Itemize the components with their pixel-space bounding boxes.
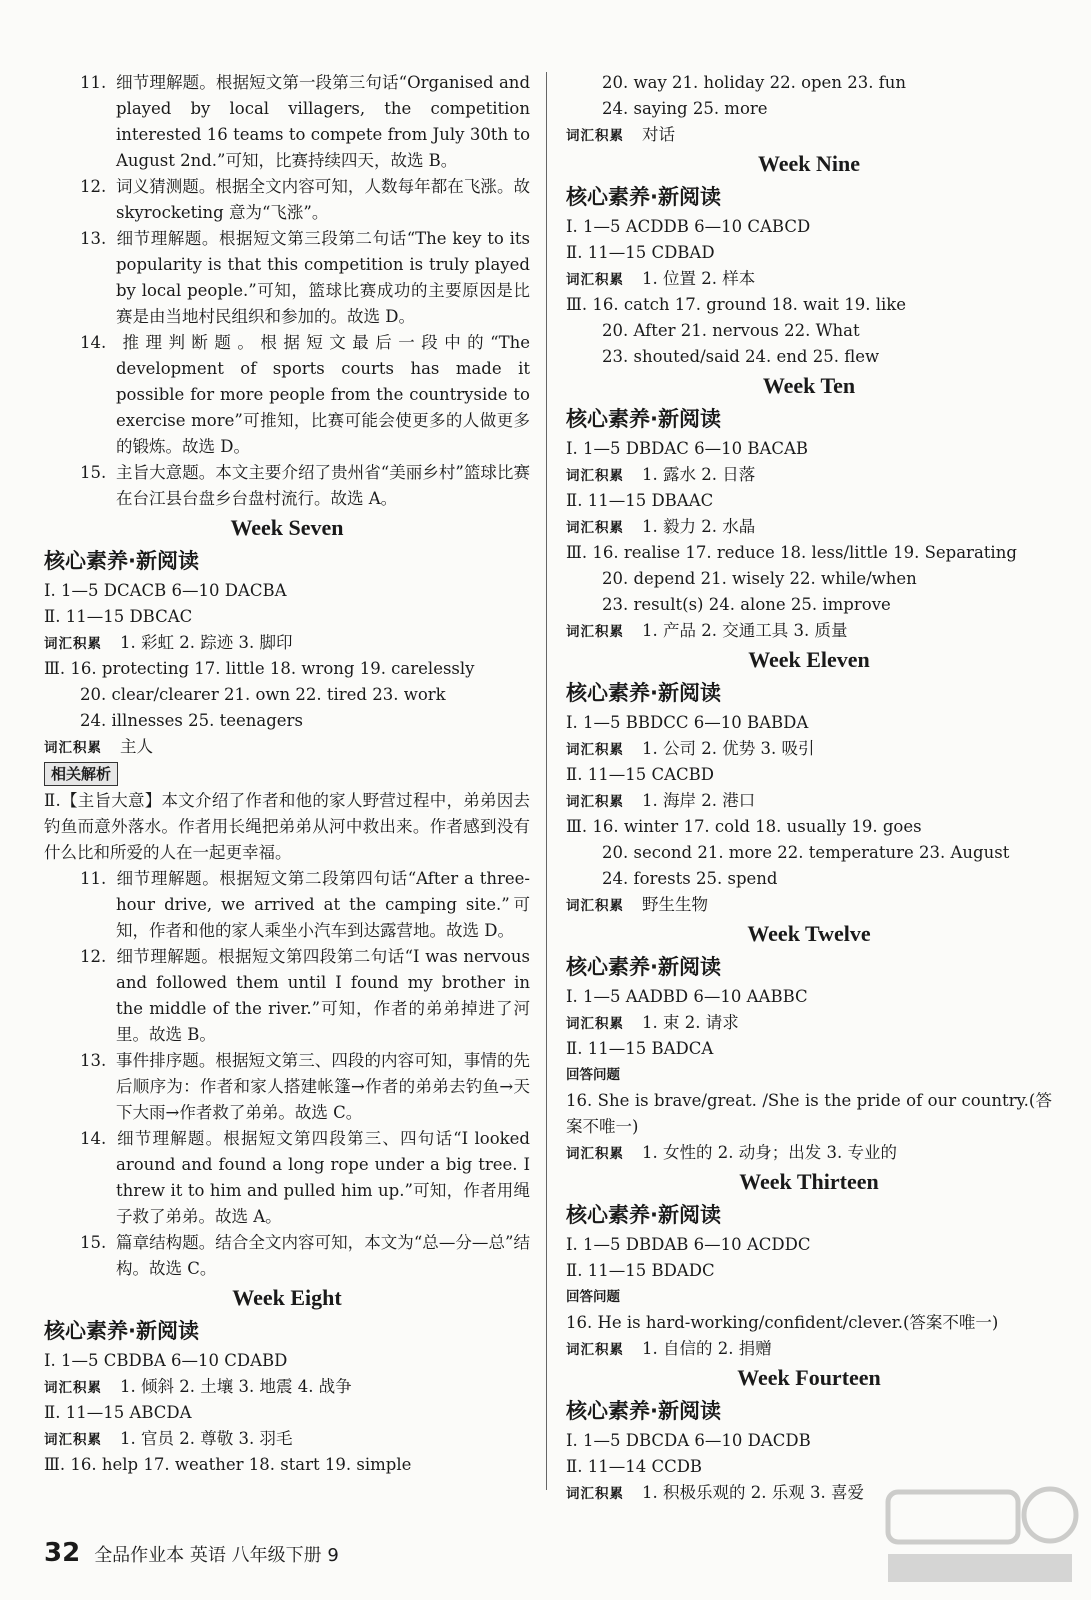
analysis-item xyxy=(44,330,530,460)
item-number: 12. xyxy=(80,177,107,196)
week-nine-title: Week Nine xyxy=(757,151,861,176)
vocab-label: 词汇积累 xyxy=(44,740,102,756)
vocab-label: 词汇积累 xyxy=(44,636,102,652)
answer-line: 20. second 21. more 22. temperature 23. August xyxy=(602,843,1010,862)
vocab-label: 词汇积累 xyxy=(566,898,624,914)
item-number: 14. xyxy=(80,333,107,352)
answer-line: Ⅰ. 1—5 DBDAB 6—10 ACDDC xyxy=(566,1235,811,1254)
answer-line: 20. way 21. holiday 22. open 23. fun xyxy=(602,73,907,92)
answer-line: Ⅲ. 16. catch 17. ground 18. wait 19. like xyxy=(566,295,907,314)
item-text: 主旨大意题。本文主要介绍了贵州省“美丽乡村”篮球比赛在台江县台盘乡台盘村流行。故选 A。 xyxy=(116,463,530,508)
item-text: 事件排序题。根据短文第三、四段的内容可知，事情的先后顺序为：作者和家人搭建帐篷→作者的弟弟去钓鱼→天下大雨→作者救了弟弟。故选 C。 xyxy=(116,1051,530,1122)
answer-line: Ⅲ. 16. help 17. weather 18. start 19. simple xyxy=(44,1455,412,1474)
item-text: 词义猜测题。根据全文内容可知，人数每年都在飞涨。故 skyrocketing 意为“飞涨”。 xyxy=(116,177,530,222)
item-text: 篇章结构题。结合全文内容可知，本文为“总—分—总”结构。故选 C。 xyxy=(116,1233,530,1278)
core-reading-heading: 核心素养·新阅读 xyxy=(44,1319,199,1343)
vocab-label: 词汇积累 xyxy=(566,272,624,288)
analysis-item xyxy=(44,1048,530,1126)
answer-line: Ⅰ. 1—5 AADBD 6—10 AABBC xyxy=(566,987,808,1006)
vocab-label: 词汇积累 xyxy=(566,520,624,536)
core-reading-heading: 核心素养·新阅读 xyxy=(566,681,721,705)
item-text: 细节理解题。根据短文第四段第三、四句话“I looked around and found a long rope under a big tree. I threw it to him and pulled him up.”可知，作者用绳子救了弟弟。故选 A。 xyxy=(116,1129,530,1226)
vocab-line: 词汇积累 1. 产品 2. 交通工具 3. 质量 xyxy=(566,621,848,640)
vocab-label: 词汇积累 xyxy=(44,1380,102,1396)
answer-line: Ⅰ. 1—5 BBDCC 6—10 BABDA xyxy=(566,713,809,732)
analysis-item xyxy=(44,460,530,512)
answer-line: Ⅰ. 1—5 DBCDA 6—10 DACDB xyxy=(566,1431,811,1450)
answer-line: Ⅱ. 11—15 DBCAC xyxy=(44,607,193,626)
analysis-tag-row xyxy=(44,760,530,788)
answer-line: Ⅱ. 11—15 ABCDA xyxy=(44,1403,192,1422)
answer-line: 23. result(s) 24. alone 25. improve xyxy=(602,595,891,614)
answer-line: Ⅰ. 1—5 DCACB 6—10 DACBA xyxy=(44,581,287,600)
answer-line: Ⅰ. 1—5 ACDDB 6—10 CABCD xyxy=(566,217,811,236)
core-reading-heading: 核心素养·新阅读 xyxy=(566,955,721,979)
answer-line: Ⅱ. 11—14 CCDB xyxy=(566,1457,703,1476)
vocab-line: 词汇积累 主人 xyxy=(44,737,153,756)
vocab-label: 词汇积累 xyxy=(566,1146,624,1162)
vocab-line: 词汇积累 1. 位置 2. 样本 xyxy=(566,269,756,288)
analysis-item xyxy=(44,226,530,330)
week-fourteen-title: Week Fourteen xyxy=(737,1365,881,1390)
answer-line: Ⅱ. 11—15 DBAAC xyxy=(566,491,714,510)
question-answer: 16. He is hard-working/confident/clever.(答案不唯一) xyxy=(566,1313,999,1332)
answer-line: Ⅲ. 16. realise 17. reduce 18. less/little 19. Separating xyxy=(566,543,1017,562)
vocab-label: 词汇积累 xyxy=(566,468,624,484)
item-number: 11. xyxy=(80,73,107,92)
week-eleven-title: Week Eleven xyxy=(748,647,870,672)
week7-analysis-items xyxy=(44,866,530,1282)
column-divider xyxy=(546,72,547,1490)
week-ten-title: Week Ten xyxy=(762,373,856,398)
vocab-line: 词汇积累 对话 xyxy=(566,125,675,144)
vocab-label: 词汇积累 xyxy=(566,794,624,810)
vocab-label: 词汇积累 xyxy=(566,1016,624,1032)
vocab-line: 词汇积累 1. 积极乐观的 2. 乐观 3. 喜爱 xyxy=(566,1483,864,1502)
vocab-label: 词汇积累 xyxy=(566,1342,624,1358)
vocab-line: 词汇积累 1. 女性的 2. 动身；出发 3. 专业的 xyxy=(566,1143,897,1162)
answer-line: Ⅱ. 11—15 BDADC xyxy=(566,1261,715,1280)
answer-line: Ⅰ. 1—5 CBDBA 6—10 CDABD xyxy=(44,1351,288,1370)
vocab-label: 词汇积累 xyxy=(44,1432,102,1448)
item-number: 12. xyxy=(80,947,107,966)
intro-items xyxy=(44,70,530,512)
item-number: 11. xyxy=(80,869,107,888)
answer-line: Ⅱ. 11—15 BADCA xyxy=(566,1039,714,1058)
answer-line: 24. forests 25. spend xyxy=(602,869,778,888)
answer-line: Ⅱ. 11—15 CACBD xyxy=(566,765,714,784)
answer-question-heading: 回答问题 xyxy=(566,1067,620,1083)
analysis-item xyxy=(44,944,530,1048)
answer-line: Ⅲ. 16. protecting 17. little 18. wrong 19. carelessly xyxy=(44,659,475,678)
answer-line: 24. saying 25. more xyxy=(602,99,768,118)
item-number: 13. xyxy=(80,229,107,248)
watermark-logo xyxy=(880,1470,1080,1590)
core-reading-heading: 核心素养·新阅读 xyxy=(566,1203,721,1227)
week-twelve-title: Week Twelve xyxy=(747,921,871,946)
answer-line: 24. illnesses 25. teenagers xyxy=(80,711,303,730)
analysis-item xyxy=(44,70,530,174)
item-number: 13. xyxy=(80,1051,107,1070)
vocab-label: 词汇积累 xyxy=(566,1486,624,1502)
vocab-line: 词汇积累 1. 官员 2. 尊敬 3. 羽毛 xyxy=(44,1429,293,1448)
vocab-line: 词汇积累 1. 束 2. 请求 xyxy=(566,1013,739,1032)
vocab-label: 词汇积累 xyxy=(566,128,624,144)
answer-line: 20. After 21. nervous 22. What xyxy=(602,321,860,340)
vocab-label: 词汇积累 xyxy=(566,742,624,758)
page-footer xyxy=(44,1538,339,1578)
core-reading-heading: 核心素养·新阅读 xyxy=(566,185,721,209)
answer-line: Ⅲ. 16. winter 17. cold 18. usually 19. goes xyxy=(566,817,922,836)
core-reading-heading: 核心素养·新阅读 xyxy=(566,407,721,431)
answer-line: Ⅰ. 1—5 DBDAC 6—10 BACAB xyxy=(566,439,809,458)
analysis-item xyxy=(44,866,530,944)
analysis-item xyxy=(44,1126,530,1230)
item-number: 15. xyxy=(80,463,107,482)
item-text: 细节理解题。根据短文第一段第三句话“Organised and played by local villagers, the competition interested 16 teams to compete from July 30th to August 2nd.”可知，比赛持续四天，故选 B。 xyxy=(116,73,530,170)
book-title: 全品作业本 英语 八年级下册 9 xyxy=(94,1545,339,1566)
answer-line: 20. depend 21. wisely 22. while/when xyxy=(602,569,917,588)
week-eight-title: Week Eight xyxy=(232,1285,342,1310)
vocab-line: 词汇积累 1. 露水 2. 日落 xyxy=(566,465,756,484)
answer-line: Ⅱ. 11—15 CDBAD xyxy=(566,243,715,262)
vocab-line: 词汇积累 1. 倾斜 2. 土壤 3. 地震 4. 战争 xyxy=(44,1377,352,1396)
main-idea-paragraph: Ⅱ.【主旨大意】本文介绍了作者和他的家人野营过程中，弟弟因去钓鱼而意外落水。作者用长绳把弟弟从河中救出来。作者感到没有什么比和所爱的人在一起更幸福。 xyxy=(44,791,530,862)
vocab-line: 词汇积累 1. 彩虹 2. 踪迹 3. 脚印 xyxy=(44,633,293,652)
right-column xyxy=(566,70,1052,1506)
analysis-item xyxy=(44,1230,530,1282)
week-thirteen-title: Week Thirteen xyxy=(739,1169,879,1194)
item-text: 推理判断题。根据短文最后一段中的“The development of sports courts has made it possible for more people from the countryside to exercise more”可推知，比赛可能会使更多的人做更多的锻炼。故选 D。 xyxy=(116,333,530,456)
analysis-item xyxy=(44,174,530,226)
week-seven-title: Week Seven xyxy=(230,515,344,540)
vocab-line: 词汇积累 野生生物 xyxy=(566,895,708,914)
vocab-line: 词汇积累 1. 公司 2. 优势 3. 吸引 xyxy=(566,739,815,758)
vocab-line: 词汇积累 1. 海岸 2. 港口 xyxy=(566,791,756,810)
item-text: 细节理解题。根据短文第三段第二句话“The key to its popularity is that this competition is truly played by local people.”可知，篮球比赛成功的主要原因是比赛是由当地村民组织和参加的。故选 D。 xyxy=(116,229,530,326)
analysis-tag: 相关解析 xyxy=(44,762,118,786)
answer-line: 20. clear/clearer 21. own 22. tired 23. work xyxy=(80,685,446,704)
question-answer: 16. She is brave/great. /She is the pride of our country.(答案不唯一) xyxy=(566,1091,1052,1136)
item-text: 细节理解题。根据短文第四段第二句话“I was nervous and followed them until I found my brother in the middle of the river.”可知，作者的弟弟掉进了河里。故选 B。 xyxy=(116,947,530,1044)
item-text: 细节理解题。根据短文第二段第四句话“After a three-hour drive, we arrived at the camping site.”可知，作者和他的家人乘坐小汽车到达露营地。故选 D。 xyxy=(116,869,530,940)
vocab-line: 词汇积累 1. 毅力 2. 水晶 xyxy=(566,517,756,536)
answer-question-heading: 回答问题 xyxy=(566,1289,620,1305)
core-reading-heading: 核心素养·新阅读 xyxy=(44,549,199,573)
vocab-line: 词汇积累 1. 自信的 2. 捐赠 xyxy=(566,1339,772,1358)
vocab-label: 词汇积累 xyxy=(566,624,624,640)
page-number: 32 xyxy=(44,1538,81,1568)
core-reading-heading: 核心素养·新阅读 xyxy=(566,1399,721,1423)
answer-line: 23. shouted/said 24. end 25. flew xyxy=(602,347,880,366)
item-number: 15. xyxy=(80,1233,107,1252)
item-number: 14. xyxy=(80,1129,107,1148)
left-column xyxy=(44,70,530,1478)
